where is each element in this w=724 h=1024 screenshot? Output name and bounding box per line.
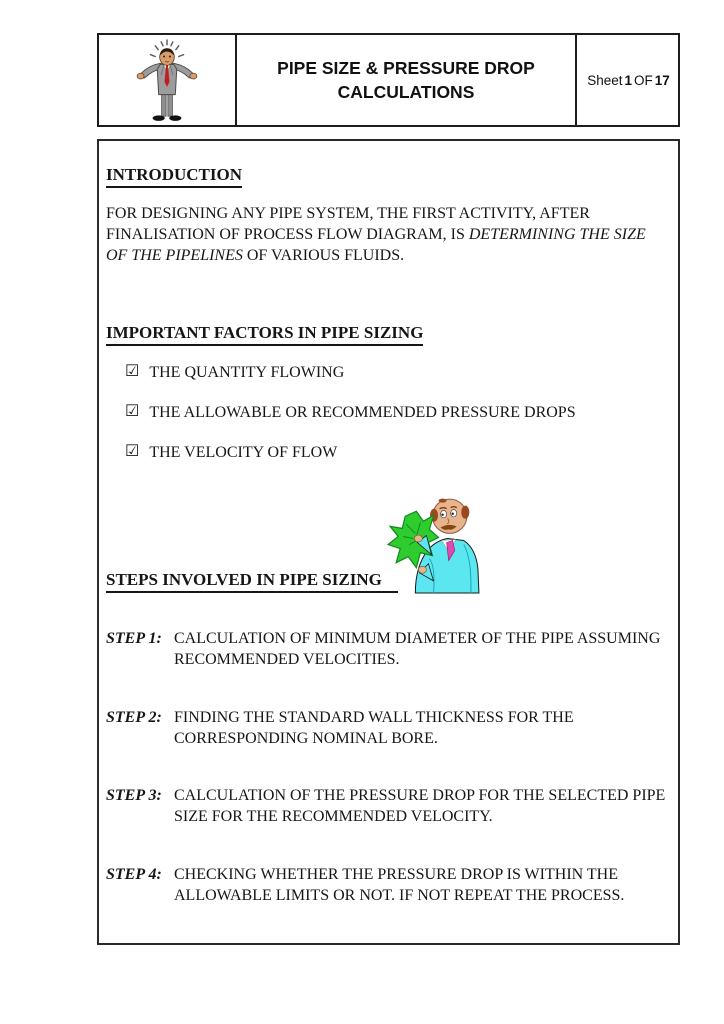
intro-text-italic: DETERMINING THE SIZE OF THE PIPELINES: [106, 226, 646, 264]
checkbox-checked-icon: ☑: [125, 443, 140, 460]
content-frame: [97, 139, 680, 945]
factor-item: [125, 444, 337, 462]
step-text: CALCULATION OF MINIMUM DIAMETER OF THE PIPE ASSUMING RECOMMENDED VELOCITIES.: [174, 630, 661, 668]
step-item: [106, 785, 666, 827]
introduction-heading: INTRODUCTION: [106, 165, 242, 188]
introduction-paragraph: [106, 203, 654, 266]
document-title: PIPE SIZE & PRESSURE DROP CALCULATIONS: [237, 35, 577, 125]
step-text: CALCULATION OF THE PRESSURE DROP FOR THE SELECTED PIPE SIZE FOR THE RECOMMENDED VELOCITY.: [174, 787, 666, 825]
steps-heading: STEPS INVOLVED IN PIPE SIZING: [106, 570, 398, 593]
step-item: [106, 864, 666, 906]
confused-man-icon: [117, 36, 217, 124]
sheet-of-label: OF: [634, 72, 653, 88]
step-text: FINDING THE STANDARD WALL THICKNESS FOR THE CORRESPONDING NOMINAL BORE.: [174, 709, 574, 747]
factor-label: THE ALLOWABLE OR RECOMMENDED PRESSURE DROPS: [149, 404, 576, 421]
intro-text-regular-end: OF VARIOUS FLUIDS.: [242, 247, 405, 264]
step-label: STEP 2:: [106, 709, 162, 726]
sheet-counter: [577, 35, 678, 125]
step-item: [106, 628, 666, 670]
header-logo-cell: [99, 35, 237, 125]
step-label: STEP 1:: [106, 630, 162, 647]
factor-item: [125, 364, 344, 382]
sheet-label: Sheet: [587, 72, 623, 88]
checkbox-checked-icon: ☑: [125, 363, 140, 380]
step-label: STEP 3:: [106, 787, 162, 804]
factor-item: [125, 404, 576, 422]
intro-text-regular: FOR DESIGNING ANY PIPE SYSTEM, THE FIRST ACTIVITY, AFTER FINALISATION OF PROCESS FLOW DIAGRAM, IS: [106, 205, 590, 243]
sheet-number: 1: [624, 72, 632, 88]
step-label: STEP 4:: [106, 866, 162, 883]
step-text: CHECKING WHETHER THE PRESSURE DROP IS WITHIN THE ALLOWABLE LIMITS OR NOT. IF NOT REPEAT THE PROCESS.: [174, 866, 625, 904]
step-item: [106, 707, 666, 749]
thinking-man-icon: [385, 488, 481, 594]
factor-label: THE QUANTITY FLOWING: [149, 364, 345, 381]
checkbox-checked-icon: ☑: [125, 403, 140, 420]
header-table: [97, 33, 680, 127]
factor-label: THE VELOCITY OF FLOW: [149, 444, 338, 461]
sheet-total: 17: [654, 72, 670, 88]
factors-heading: IMPORTANT FACTORS IN PIPE SIZING: [106, 323, 423, 346]
